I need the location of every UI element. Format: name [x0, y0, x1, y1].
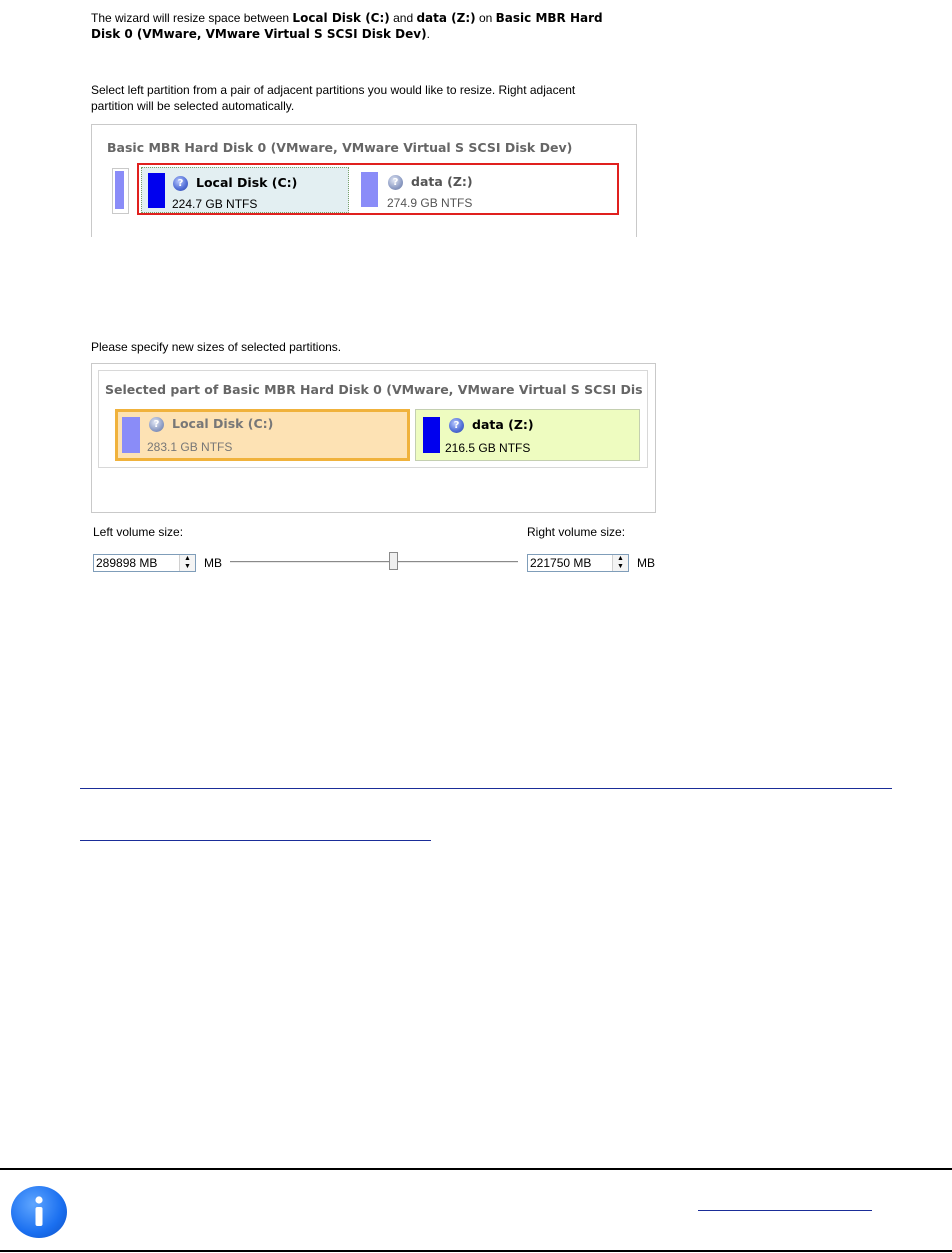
spin-down-icon[interactable]: ▼ [184, 563, 191, 570]
right-volume-size-input[interactable] [527, 554, 629, 572]
spin-down-icon[interactable]: ▼ [617, 563, 624, 570]
right-volume-size-value: 221750 MB [530, 556, 592, 570]
disk-map-title: Basic MBR Hard Disk 0 (VMware, VMware Virtual S SCSI Disk Dev) [107, 140, 573, 155]
select-instruction [91, 82, 651, 114]
select-instruction-line-1: Select left partition from a pair of adjacent partitions you would like to resize. Right adjacent [91, 83, 576, 97]
info-note-link-underline[interactable] [698, 1210, 872, 1211]
selected-part-panel [91, 363, 656, 513]
selected-left-label: Local Disk (C:) [172, 416, 274, 431]
link-underline-1[interactable] [80, 788, 892, 789]
partition-c-color-bar [148, 173, 165, 208]
right-volume-size-label: Right volume size: [527, 525, 626, 539]
partition-z-label: data (Z:) [411, 174, 473, 189]
select-instruction-line-2: partition will be selected automatically. [91, 99, 295, 113]
selected-right-size: 216.5 GB NTFS [445, 441, 531, 455]
selected-left-size: 283.1 GB NTFS [147, 440, 233, 454]
right-unit-label: MB [637, 556, 655, 570]
partition-local-disk-c[interactable] [141, 167, 349, 213]
left-volume-size-input[interactable] [93, 554, 196, 572]
left-volume-size-value: 289898 MB [96, 556, 158, 570]
slider-thumb[interactable] [389, 552, 398, 570]
info-note-top-rule [0, 1168, 952, 1170]
selected-right-color-bar [423, 417, 440, 453]
disk-map-panel [91, 124, 637, 237]
info-note-bottom-rule [0, 1250, 952, 1252]
intro-paragraph [91, 10, 651, 42]
partition-z-color-bar [361, 172, 378, 207]
partition-c-label: Local Disk (C:) [196, 175, 298, 190]
partition-size-slider[interactable] [230, 552, 518, 572]
left-unit-label: MB [204, 556, 222, 570]
intro-line-2: Disk 0 (VMware, VMware Virtual S SCSI Disk Dev). [91, 27, 430, 41]
right-volume-spinner[interactable] [612, 555, 628, 571]
selected-right-label: data (Z:) [472, 417, 534, 432]
question-icon: ? [173, 176, 188, 191]
question-icon: ? [149, 417, 164, 432]
partition-data-z[interactable] [355, 167, 615, 213]
question-icon: ? [388, 175, 403, 190]
intro-line-1: The wizard will resize space between Local Disk (C:) and data (Z:) on Basic MBR Hard [91, 11, 603, 25]
question-icon: ? [449, 418, 464, 433]
disk-system-partition-bar[interactable] [112, 168, 129, 214]
left-volume-spinner[interactable] [179, 555, 195, 571]
spin-up-icon[interactable]: ▲ [617, 555, 624, 562]
selected-partition-left[interactable] [115, 409, 410, 461]
partition-z-size: 274.9 GB NTFS [387, 196, 473, 210]
selected-part-inner [98, 370, 648, 468]
selected-part-title: Selected part of Basic MBR Hard Disk 0 (VMware, VMware Virtual S SCSI Dis [105, 382, 643, 397]
partition-c-size: 224.7 GB NTFS [172, 197, 258, 211]
selected-left-color-bar [122, 417, 140, 453]
selected-partition-right[interactable] [415, 409, 640, 461]
slider-track [230, 561, 518, 563]
spin-up-icon[interactable]: ▲ [184, 555, 191, 562]
link-underline-2[interactable] [80, 840, 431, 841]
left-volume-size-label: Left volume size: [93, 525, 184, 539]
sizes-instruction: Please specify new sizes of selected partitions. [91, 340, 342, 354]
info-icon [11, 1186, 67, 1238]
